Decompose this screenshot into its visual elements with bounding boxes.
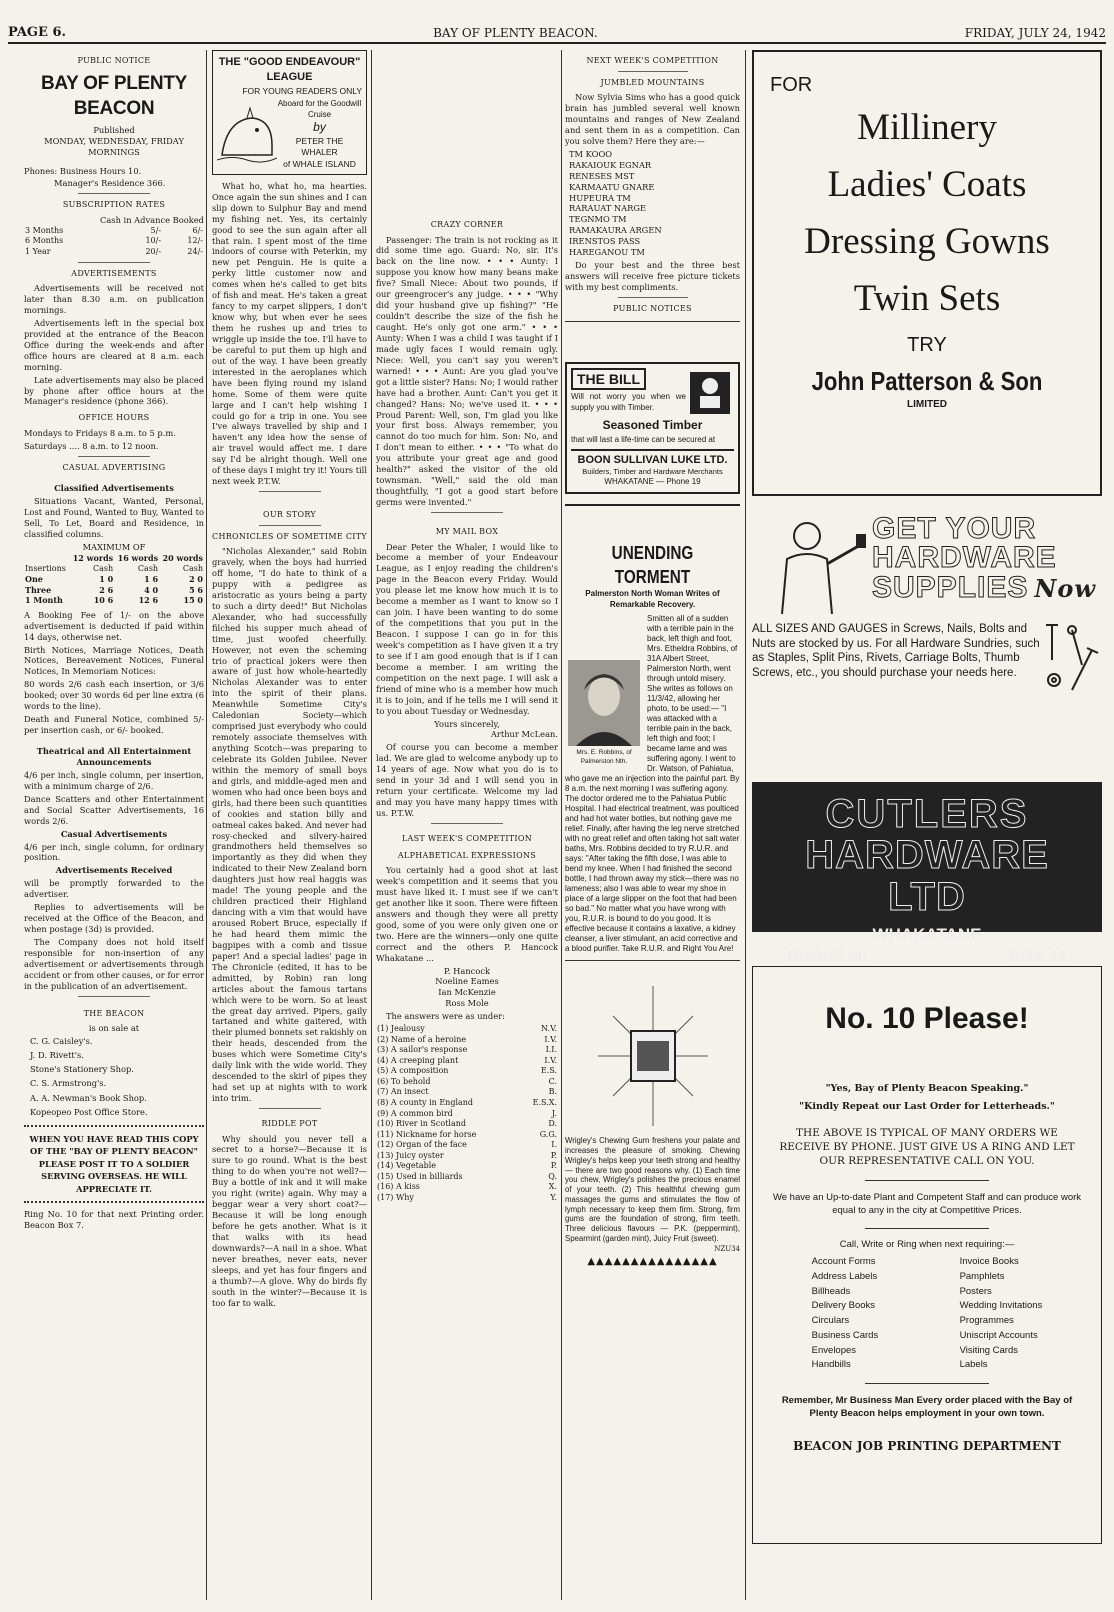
cell: 1 0 bbox=[99, 574, 114, 585]
text: LIMITED bbox=[907, 399, 947, 411]
banner-title: THE "GOOD ENDEAVOUR" LEAGUE bbox=[218, 56, 361, 83]
text: is on sale at bbox=[88, 1023, 140, 1034]
text: Now Sylvia Sims who has a good quick brain has jumbled several well known mountains and ranges of New Zealand and sent them in as a competition. Can you solve them? Here they are:— bbox=[565, 92, 740, 146]
cell: I. bbox=[551, 1140, 557, 1150]
cell: 1 Month bbox=[25, 595, 63, 606]
timber-ad bbox=[565, 362, 740, 494]
column-advertisements bbox=[752, 50, 1102, 1600]
cell: 20/- bbox=[145, 246, 162, 256]
text: WHEN YOU HAVE READ THIS COPY OF THE "BAY OF PLENTY BEACON" PLEASE POST IT TO A SOLDIER SERVING OVERSEAS. HE WILL APPRECIATE IT. bbox=[29, 1133, 199, 1194]
answer-row bbox=[376, 1056, 558, 1067]
timber-ad-text bbox=[571, 368, 686, 418]
ad-item: Millinery bbox=[857, 107, 997, 149]
cutlers-contact bbox=[764, 946, 1090, 967]
text: Birth Notices, Marriage Notices, Death Notices, Bereavement Notices, Funeral Notices, In Memoriam Notices: bbox=[24, 644, 204, 677]
cell: P. bbox=[550, 1150, 557, 1160]
cell: I.I. bbox=[545, 1045, 557, 1055]
hardware-ad-top bbox=[752, 514, 1102, 614]
answer-row bbox=[376, 1161, 558, 1172]
text: THE ABOVE IS TYPICAL OF MANY ORDERS WE RECEIVE BY PHONE. JUST GIVE US A RING AND LET OUR REPRESENTATIVE CALL ON YOU. bbox=[779, 1126, 1075, 1167]
text: TRY bbox=[907, 333, 947, 356]
section-heading: THE BEACON bbox=[83, 1008, 145, 1018]
text: 80 words 2/6 cash each insertion, or 3/6 booked; over 30 words 6d per line extra (6 words to the line). bbox=[24, 679, 204, 712]
wrigley-ad bbox=[565, 981, 740, 1267]
list-item: RAMAKAURA ARGEN bbox=[569, 225, 662, 236]
triangle-border: ▲▲▲▲▲▲▲▲▲▲▲▲▲▲▲ bbox=[587, 1255, 718, 1267]
photo-caption: Mrs. E. Robbins, of Palmerston Nth. bbox=[576, 749, 632, 765]
cell: N.V. bbox=[541, 1024, 557, 1034]
cell: (11) Nickname for horse bbox=[377, 1129, 477, 1139]
text: NZU34 bbox=[714, 1245, 740, 1254]
cell: 16 words bbox=[117, 552, 159, 563]
section-heading: CRAZY CORNER bbox=[430, 220, 504, 229]
answer-row bbox=[376, 1035, 558, 1046]
cell: I.V. bbox=[544, 1034, 557, 1044]
answer-row bbox=[376, 1098, 558, 1109]
column-competition bbox=[565, 50, 740, 1600]
answer-row bbox=[376, 1119, 558, 1130]
list-item: Delivery Books bbox=[811, 1300, 876, 1312]
cell: (12) Organ of the face bbox=[377, 1140, 467, 1150]
text: BOX 44 bbox=[1009, 948, 1066, 966]
text: Call, Write or Ring when next requiring:— bbox=[839, 1238, 1015, 1250]
column-league bbox=[212, 50, 367, 1600]
text: Advertisements left in the special box provided at the entrance of the Beacon Office during the week-ends and after office hours are cleared at 8 a.m. each morning. bbox=[24, 317, 204, 372]
column-public-notice bbox=[24, 50, 204, 1600]
puzzle-list bbox=[565, 149, 740, 258]
cell: 10/- bbox=[145, 236, 162, 246]
sellers-list bbox=[24, 1034, 204, 1119]
cell: (7) An insect bbox=[377, 1087, 429, 1097]
cell: (17) Why bbox=[377, 1192, 414, 1202]
screws-icon bbox=[1042, 620, 1102, 700]
text: Passenger: The train is not rocking as it did some time ago. Guard: No, sir. It's back on the line now. • • • Aunty: I suppose you know how many beans make five? Small Niece: About two pounds, if our greengrocer's any judge. • • • "Why did your husband give up fishing?" "He couldn't describe the size of the fish he caught. He's only got one arm." • • • Aunty: When I was a child I was taught if I made ugly faces I would remain ugly. Niece: Well, you can't say you weren't warned! • • • Aunt: Are you glad you've got a little sister? Hans: No; I would rather have had a brother. Aunt: Can't you get it changed? Hans: No; we've used it. • • • Proud Parent: Well, son, I'm glad you like your first boss. Always remember, you cannot do too much for him. Son: No, and I don't mean to either. • • • "To what do you attribute your great age and good health?" asked the visitor of the old townsman. "Well," said the old man thoughtfully, "I got a good start before germs were invented." bbox=[376, 234, 558, 508]
section-heading: OFFICE HOURS bbox=[78, 413, 150, 423]
cell: E.S.X. bbox=[532, 1098, 557, 1108]
text: Advertisements Received bbox=[55, 865, 173, 876]
list-item: Invoice Books bbox=[959, 1256, 1019, 1268]
page-header bbox=[8, 26, 1106, 44]
text: Dance Scatters and other Entertainment and Social Scatter Advertisements, 16 words 2/6. bbox=[24, 793, 204, 826]
list-item: C. G. Caisley's. bbox=[30, 1036, 93, 1047]
divider bbox=[865, 1228, 990, 1229]
section-heading: CHRONICLES OF SOMETIME CITY bbox=[212, 531, 367, 541]
text: that will last a life-time can be secured at bbox=[571, 435, 716, 445]
text: Yours sincerely, bbox=[434, 718, 500, 729]
text: Theatrical and All Entertainment Announcements bbox=[36, 746, 192, 767]
text: Mondays to Fridays 8 a.m. to 5 p.m. bbox=[24, 427, 176, 438]
answer-row bbox=[376, 1109, 558, 1120]
list-item: Pamphlets bbox=[959, 1271, 1005, 1283]
text: PETER THE WHALER bbox=[295, 136, 344, 158]
printing-ad bbox=[752, 966, 1102, 1544]
text: HARDWARE bbox=[872, 541, 1057, 575]
text: Arthur McLean. bbox=[490, 729, 558, 740]
divider bbox=[565, 960, 740, 961]
company-name: CUTLERS bbox=[825, 792, 1029, 836]
text: FOR bbox=[770, 74, 813, 96]
list-item: TEGNMO TM bbox=[569, 214, 627, 225]
section-heading: OUR STORY bbox=[262, 510, 316, 520]
cell: 1 6 bbox=[144, 574, 159, 585]
list-item: Posters bbox=[959, 1285, 992, 1297]
paper-title: BAY OF PLENTY BEACON. bbox=[433, 26, 598, 40]
divider bbox=[565, 504, 740, 506]
answer-row bbox=[376, 1130, 558, 1141]
section-heading: ADVERTISEMENTS bbox=[71, 268, 157, 278]
text: Will not worry you when we supply you with Timber. bbox=[571, 391, 686, 412]
text: Remember, Mr Business Man Every order placed with the Bay of Plenty Beacon helps employment in your own town. bbox=[781, 1395, 1073, 1420]
list-item: Visiting Cards bbox=[959, 1344, 1018, 1356]
cell: 20 words bbox=[162, 552, 203, 563]
answer-row bbox=[376, 1193, 558, 1204]
cell: (10) River in Scotland bbox=[377, 1119, 467, 1129]
rates-table bbox=[24, 553, 204, 606]
issue-date: FRIDAY, JULY 24, 1942 bbox=[964, 26, 1106, 40]
cell: 15 0 bbox=[183, 595, 203, 606]
list-item: C. S. Armstrong's. bbox=[30, 1078, 107, 1089]
text: 4/6 per inch, single column, per insertion, with a minimum charge of 2/6. bbox=[24, 769, 204, 791]
photo-block bbox=[565, 660, 643, 765]
text: Advertisements will be received not later than 8.30 a.m. on publication mornings. bbox=[24, 283, 204, 315]
text: Late advertisements may also be placed by phone after office hours at the Manager's residence (phone 366). bbox=[24, 374, 204, 407]
text: The answers were as under: bbox=[386, 1011, 505, 1022]
text: will be promptly forwarded to the advertiser. bbox=[24, 878, 204, 900]
text: "Yes, Bay of Plenty Beacon Speaking." bbox=[825, 1082, 1029, 1094]
cell: (4) A creeping plant bbox=[377, 1055, 459, 1065]
cell: 5 6 bbox=[189, 584, 203, 595]
ad-headline: No. 10 Please! bbox=[825, 1002, 1029, 1035]
page-number: PAGE 6. bbox=[8, 25, 67, 40]
timber-ad-footer bbox=[571, 449, 734, 488]
cell: Cash bbox=[137, 563, 159, 573]
answers-table bbox=[376, 1024, 558, 1203]
cell: 4 0 bbox=[144, 584, 159, 595]
cell: (6) To behold bbox=[377, 1076, 431, 1086]
article-headline: UNENDING TORMENT bbox=[611, 542, 694, 587]
list-item: Address Labels bbox=[811, 1271, 878, 1283]
cell: 3 Months bbox=[25, 225, 64, 235]
cell: Q. bbox=[548, 1171, 557, 1181]
list-item: J. D. Rivett's. bbox=[30, 1050, 84, 1061]
text: 4/6 per inch, single column, for ordinary position. bbox=[24, 841, 204, 863]
cell: Insertions bbox=[25, 563, 66, 573]
cell: (9) A common bird bbox=[377, 1108, 453, 1118]
text: Saturdays .... 8 a.m. to 12 noon. bbox=[24, 440, 159, 451]
text: SUPPLIES bbox=[872, 570, 1029, 604]
text: Phones: Business Hours 10. bbox=[24, 165, 142, 176]
shop-name: John Patterson & Son bbox=[811, 366, 1043, 397]
text: Manager's Residence 366. bbox=[54, 178, 166, 189]
list-item: Account Forms bbox=[811, 1256, 876, 1268]
ad-item: Twin Sets bbox=[853, 277, 1001, 319]
list-item: Billheads bbox=[811, 1285, 851, 1297]
list-item: Kopeopeo Post Office Store. bbox=[30, 1106, 148, 1117]
cell: P. bbox=[550, 1161, 557, 1171]
divider bbox=[431, 823, 504, 824]
cell: (3) A sailor's response bbox=[377, 1045, 468, 1055]
list-item: Ian McKenzie bbox=[438, 987, 496, 998]
section-heading: MY MAIL BOX bbox=[435, 526, 499, 536]
text: WHAKATANE bbox=[872, 925, 982, 944]
list-item: Circulars bbox=[811, 1315, 850, 1327]
ad-subtitle: Seasoned Timber bbox=[602, 417, 703, 432]
text: "Kindly Repeat our Last Order for Letterheads." bbox=[799, 1101, 1055, 1113]
patterson-ad bbox=[752, 50, 1102, 496]
article-subhead: Palmerston North Woman Writes of Remarkable Recovery. bbox=[585, 589, 720, 609]
list-item: Ross Mole bbox=[445, 998, 489, 1009]
whale-island-icon bbox=[217, 100, 277, 170]
cutlers-ad bbox=[752, 782, 1102, 966]
cell: (8) A county in England bbox=[377, 1098, 474, 1108]
ad-item: Dressing Gowns bbox=[804, 221, 1050, 263]
cell: 6/- bbox=[192, 225, 203, 235]
hardware-ad bbox=[752, 514, 1102, 774]
cell: I.V. bbox=[544, 1055, 557, 1065]
divider bbox=[24, 1125, 204, 1127]
list-item: KARMAATU GNARE bbox=[569, 181, 655, 192]
text: Why should you never tell a secret to a horse?—Because it is sure to go round. What is the best thing to do when you're not well?—Buy a bottle of ink and it will make you right (write) again. Why may a beggar wear a very short coat?—Because it will be long enough before he gets another. What is it that walks with its head downwards?—A nail in a shoe. What never breathes, never eats, never sleeps, and yet has four fingers and a thumb?—A glove. Why do birds fly south in the winter?—Because it is too far to walk. bbox=[212, 1133, 367, 1308]
cell: 12 6 bbox=[138, 595, 159, 606]
answer-row bbox=[376, 1024, 558, 1035]
text: by bbox=[313, 120, 326, 135]
text: Classified Advertisements bbox=[54, 483, 174, 494]
text: Replies to advertisements will be received at the Office of the Beacon, and when postage (3d) is provided. bbox=[24, 902, 204, 935]
portrait-photo bbox=[568, 660, 640, 746]
answer-row bbox=[376, 1140, 558, 1151]
list-item: P. Hancock bbox=[443, 965, 491, 976]
cell: 12 words bbox=[72, 552, 114, 563]
divider bbox=[78, 996, 150, 997]
text: Published bbox=[93, 124, 135, 135]
divider bbox=[565, 321, 740, 322]
section-heading: LAST WEEK'S COMPETITION bbox=[401, 833, 533, 843]
section-heading: RIDDLE POT bbox=[261, 1118, 318, 1128]
league-banner bbox=[212, 50, 367, 175]
section-heading: NEXT WEEK'S COMPETITION bbox=[586, 56, 719, 65]
divider bbox=[78, 262, 150, 263]
banner-body bbox=[217, 99, 362, 170]
list-item: HAREGANOU TM bbox=[569, 247, 645, 258]
answer-row bbox=[376, 1045, 558, 1056]
text: Of course you can become a member lad. We are glad to welcome anybody up to 14 years of age. Now what you do is to send in your 3d and I will send you in return your certificate. Welcome my lad and may you have many happy times with us. P.T.W. bbox=[376, 742, 558, 819]
hardware-headline bbox=[872, 514, 1102, 614]
divider bbox=[259, 525, 321, 526]
cell: (13) Juicy oyster bbox=[377, 1150, 444, 1160]
hardware-ad-body bbox=[752, 620, 1102, 700]
text: The Company does not hold itself responsible for non-insertion of any advertisement or advertisements through accident or from other causes, or for error in the publication of an advertisement. bbox=[24, 937, 204, 991]
divider bbox=[618, 297, 688, 298]
text: Builders, Timber and Hardware Merchants bbox=[582, 467, 723, 477]
list-item: Business Cards bbox=[811, 1329, 879, 1341]
cell: 1 Year bbox=[25, 246, 51, 256]
answer-row bbox=[376, 1066, 558, 1077]
section-heading: JUMBLED MOUNTAINS bbox=[600, 77, 705, 87]
cell: 2 0 bbox=[189, 574, 203, 585]
divider bbox=[78, 193, 150, 194]
answer-row bbox=[376, 1151, 558, 1162]
text: BEACON JOB PRINTING DEPARTMENT bbox=[793, 1438, 1061, 1453]
text: of WHALE ISLAND bbox=[283, 158, 356, 169]
company-name: BOON SULLIVAN LUKE LTD. bbox=[577, 453, 728, 466]
cell bbox=[24, 553, 69, 564]
section-heading: CASUAL ADVERTISING bbox=[62, 462, 166, 472]
cell: (2) Name of a heroine bbox=[377, 1034, 467, 1044]
list-item: Programmes bbox=[959, 1315, 1014, 1327]
text: You certainly had a good shot at last week's competition and it seems that you must have liked it. I must see if we can't get another like it soon. There were fifteen answers and though they were all pretty good, some of you were only given one or two. Here are the winners—only one quite correct and the others P. Hancock Whakatane ... bbox=[376, 865, 558, 963]
cell: J. bbox=[551, 1108, 557, 1118]
answer-row bbox=[376, 1182, 558, 1193]
cell: 10 6 bbox=[93, 595, 114, 606]
section-heading: PUBLIC NOTICE bbox=[77, 56, 151, 65]
text: GET YOUR bbox=[872, 512, 1037, 545]
text: PHONE 80 bbox=[788, 948, 868, 966]
list-item: RENESES MST bbox=[569, 170, 635, 181]
cell: (15) Used in billiards bbox=[377, 1171, 463, 1181]
text: Casual Advertisements bbox=[60, 828, 168, 839]
divider bbox=[259, 1108, 321, 1109]
text: Death and Funeral Notice, combined 5/- per insertion cash, or 6/- booked. bbox=[24, 714, 204, 736]
cell: 24/- bbox=[187, 246, 203, 256]
list-item: Labels bbox=[959, 1359, 988, 1371]
cell: 2 6 bbox=[99, 584, 114, 595]
subscription-table bbox=[24, 226, 204, 258]
divider bbox=[431, 512, 504, 513]
cell: C. bbox=[548, 1076, 557, 1086]
column-rule bbox=[561, 50, 562, 1600]
cell: E.S. bbox=[540, 1066, 557, 1076]
text: MONDAY, WEDNESDAY, FRIDAY bbox=[44, 135, 184, 146]
column-crazy-corner bbox=[376, 50, 558, 1600]
cell: Three bbox=[25, 584, 52, 595]
cell: Cash bbox=[182, 563, 203, 573]
shopkeeper-icon bbox=[752, 514, 872, 614]
cell: (16) A kiss bbox=[377, 1182, 420, 1192]
banner-credits bbox=[277, 99, 362, 170]
text: Situations Vacant, Wanted, Personal, Lost and Found, Wanted to Buy, Wanted to Sell, To Let, Board and Residence, in classified columns. bbox=[24, 496, 204, 540]
text: Cash in Advance Booked bbox=[100, 214, 204, 225]
list-item: Handbills bbox=[811, 1359, 851, 1371]
cartoon-icon bbox=[686, 368, 734, 418]
column-rule bbox=[745, 50, 746, 1600]
text: MAXIMUM OF bbox=[82, 542, 146, 553]
list-item: IRENSTOS PASS bbox=[569, 236, 641, 247]
section-heading: ALPHABETICAL EXPRESSIONS bbox=[397, 850, 537, 860]
printing-list-right bbox=[960, 1255, 1043, 1373]
list-item: Uniscript Accounts bbox=[959, 1329, 1038, 1341]
text: What ho, what ho, ma hearties. Once again the sun shines and I can slip down to Sulphur Bay and mend my fishing net. Yes, its certainly good to see the sun again after all that rain. I spent most of the time indoors of course with Peterkin, my new pet Penguin. He is quite a perky little customer now and comes when he's called to get bits of fish and meat. He's taken a great fancy to my carpet slippers, I don't know why, but when ever he sees them he rushes up and tries to wriggle up inside the toe. I'll have to be careful to put them up high and out of the way. I have been greatly interested in the aeroplanes which have been flying round my island home. Some of them were quite large and I can't help wishing I could go for a trip in one. You see I've always travelled by ship and I haven't any idea how the sense of air travel would affect me. I dare say I'd be alright though. Well one of these days I might try it! Yours till next week P.T.W. bbox=[212, 180, 367, 487]
text: Aboard for the Goodwill Cruise bbox=[277, 99, 362, 119]
text: ALL SIZES AND GAUGES in Screws, Nails, Bolts and Nuts are stocked by us. For all Hardware Sundries, such as Staples, Split Pins, Rivets, Carriage Bolts, Thumb Screws, etc., you should purchase your needs here. bbox=[752, 623, 1040, 680]
text: Wrigley's Chewing Gum freshens your palate and increases the pleasure of smoking. Chewing Wrigley's helps keep your teeth strong and healthy — there are two good reasons why. (1) Each time you chew, Wrigley's polishes the precious enamel of your teeth. (2) This healthful chewing gum massages the gums and stimulates the flow of lymph necessary to keep them firm. Strong, firm gums are the foundation of strong, firm teeth. Three delicious flavours — P.K. (peppermint), Spearmint (garden mint), Juicy Fruit (sweet). bbox=[565, 1136, 740, 1243]
text: We have an Up-to-date Plant and Competent Staff and can produce work equal to any in the city at Competitive Prices. bbox=[772, 1192, 1082, 1217]
text: Do your best and the three best answers will receive free picture tickets with my best compliments. bbox=[565, 260, 740, 293]
divider bbox=[865, 1383, 990, 1384]
cell: B. bbox=[548, 1087, 557, 1097]
cell: Y. bbox=[550, 1192, 557, 1202]
divider bbox=[24, 1201, 204, 1203]
text: WHAKATANE — Phone 19 bbox=[604, 477, 701, 487]
gum-package-icon bbox=[593, 981, 713, 1131]
text: A Booking Fee of 1/- on the above advertisement is deducted if paid within 14 days, otherwise net. bbox=[24, 609, 204, 642]
cell: One bbox=[25, 574, 43, 585]
list-item: Envelopes bbox=[811, 1344, 857, 1356]
answer-row bbox=[376, 1087, 558, 1098]
cell: X. bbox=[548, 1182, 557, 1192]
cell: 5/- bbox=[150, 225, 162, 235]
answer-row bbox=[376, 1077, 558, 1088]
text: Dear Peter the Whaler, I would like to become a member of your Endeavour League, as I enjoy reading the children's page in the Beacon every Friday. Would you please let me know how much it is to become a member as I want to know so I can join. I have been wanting to do some of the competitions that you put in the Beacon. I suppose I can go in for this week's competition as I have given it a try to see if I am good enough that is if I can become a member. I am writing the competition on the next page. I will ask a friend of mine who is a member how much it is to join, and if he tells me I will send it to you about Tuesday or Wednesday. bbox=[376, 541, 558, 716]
cell: D. bbox=[548, 1119, 557, 1129]
masthead: BAY OF PLENTY BEACON bbox=[40, 72, 188, 119]
cell: 12/- bbox=[187, 236, 203, 246]
printing-list bbox=[771, 1255, 1083, 1373]
ad-item: Ladies' Coats bbox=[827, 164, 1027, 206]
text: Ring No. 10 for that next Printing order. Beacon Box 7. bbox=[24, 1208, 204, 1230]
ad-title: THE BILL bbox=[571, 368, 646, 390]
column-rule bbox=[206, 50, 207, 1600]
column-rule bbox=[371, 50, 372, 1600]
divider bbox=[618, 71, 688, 72]
cell: (5) A composition bbox=[377, 1066, 449, 1076]
divider bbox=[78, 456, 150, 457]
list-item: TM KOOO bbox=[569, 148, 613, 159]
list-item: A. A. Newman's Book Shop. bbox=[30, 1092, 147, 1103]
cell: G.G. bbox=[539, 1129, 557, 1139]
cell: 6 Months bbox=[25, 236, 64, 246]
text: Smitten all of a sudden with a terrible pain in the back, left thigh and foot, Mrs. Etheldra Robbins, of 31A Albert Street, Palmerston North, went through untold misery. She writes as follows on 11/3/42, allowing her photo, to be used:— "I was attacked with a terrible pain in the back, left thigh and foot; I became lame and was suffering agony. I went to Dr. Watson, of Pahiatua, who gave me an injection into the painful part. By 8 a.m. the next morning I was suffering agony. The doctor ordered me to the Pahiatua Public Hospital. I had electrical treatment, was poulticed and had hot water bottles, but nothing gave me relief. Finally, after having the leg nerve stretched with no great relief and often taking hot salt water baths, Mrs. Robbins decided to try R.U.R. and says: "After taking the fifth dose, I was able to bend my knee. When I had finished the second bottle, I had thrown away my stick—there was no lameness; also I was able to wear my shoe in place of a large slipper on the foot that had been so bad." No matter what you have wrong with you, R.U.R. is bound to do you good. It is effective because it contains a laxative, a kidney cleanser, a liver stimulant, an acid corrective and a blood purifier. Take R.U.R. and Right You Are! bbox=[565, 614, 740, 954]
torment-body bbox=[565, 614, 740, 954]
cell: (14) Vegetable bbox=[377, 1161, 436, 1171]
list-item: RAKAIOUK EGNAR bbox=[569, 159, 652, 170]
text: MORNINGS bbox=[88, 146, 140, 157]
divider bbox=[259, 491, 321, 492]
list-item: Stone's Stationery Shop. bbox=[30, 1064, 134, 1075]
cell: Cash bbox=[93, 563, 114, 573]
section-heading: PUBLIC NOTICES bbox=[613, 303, 692, 313]
list-item: Noeline Eames bbox=[435, 976, 499, 987]
section-heading: SUBSCRIPTION RATES bbox=[62, 200, 166, 210]
cell: (1) Jealousy bbox=[377, 1024, 425, 1034]
divider bbox=[865, 1180, 990, 1181]
timber-ad-top bbox=[571, 368, 734, 418]
list-item: HUPEURA TM bbox=[569, 192, 631, 203]
text: Now bbox=[1034, 573, 1096, 603]
list-item: RARAUAT NARGE bbox=[569, 203, 647, 214]
printing-list-left bbox=[812, 1255, 879, 1373]
text: "Nicholas Alexander," said Robin gravely, when the boys had hurried off home, "I do hate to think of a puppy with a pedigree as aristocratic as yours being a party to such a dirty deed!" But Nicholas Alexander, who had successfully filched his supper much ahead of time, just woofed cheerfully. However, not even the scheming trio of practical jokers were then aware of just how whole-heartedly Nicholas Alexander was to enter into the spirit of their plans. Meanwhile Sometime City's Caledonian Society—which comprised just everybody who could remotely associate themselves with anything Scotch—was preparing to celebrate its Golden Jubilee. Never within the memory of small boys and girls, and middle-aged men and women who had once been boys and girls, had there been such quantities of cookies and station billy and oatmeal cakes baked. And never had rosy-checked and silvery-haired grandmothers held themselves so importantly as they did when they indicated to their New Zealand born daughters just how real haggis was made! The young people and the children practiced their Highland dancing with a vim that would have aroused Robert Bruce, especially if he had heard them mimic the bagpipes with a comb and tissue paper! And a special ladies' page in The Chronicle (edited, it has to be admitted, by Robin) ran long articles about the famous tartans which were to be worn. So at least the great day arrived. Pipers, gaily tartaned and white gaitered, with their plumed bonnets set rakishly on their heads, descended from the buses which were Sometime City's daily link with the wide world. They descended to the skirl of pipes they had set up at nights with to work into trim. bbox=[212, 546, 367, 1104]
company-name: HARDWARE LTD bbox=[805, 833, 1049, 919]
banner-subtitle: FOR YOUNG READERS ONLY bbox=[242, 86, 362, 97]
list-item: Wedding Invitations bbox=[959, 1300, 1043, 1312]
answer-row bbox=[376, 1172, 558, 1183]
